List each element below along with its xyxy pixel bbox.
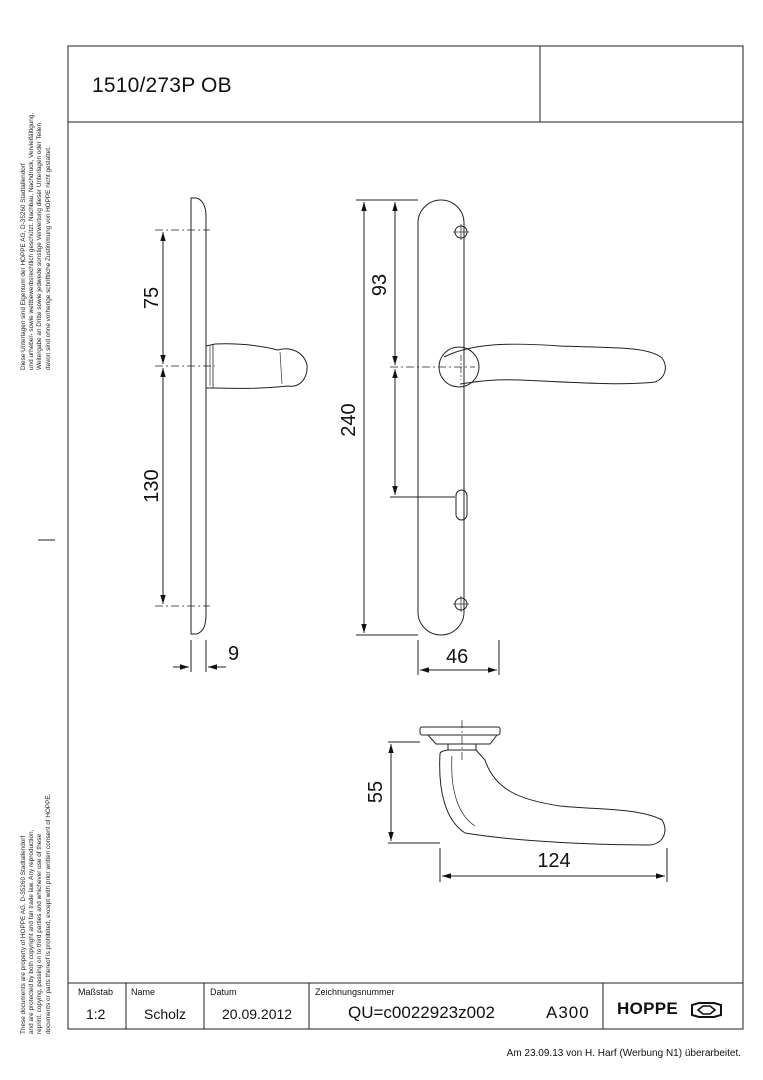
front-view [356, 200, 665, 675]
name-label: Name [131, 987, 156, 997]
drawing-number-value: QU=c0022923z002 [348, 1003, 495, 1022]
hoppe-emblem-icon [692, 1003, 721, 1017]
copyright-de-line: Diese Unterlagen sind Eigentum der HOPPE AG, D-35260 Stadtallendorf [20, 163, 27, 370]
date-value: 20.09.2012 [222, 1006, 293, 1022]
hoppe-logo [617, 999, 721, 1018]
copyright-de-line: und urheber- sowie wettbewerbsrechtlich geschützt. Nachbau, Nachdruck, Vervielfältigung, [28, 112, 36, 370]
front-handle-lever [444, 344, 665, 384]
top-screw [453, 224, 469, 240]
top-handle-profile [440, 750, 665, 845]
side-view [155, 198, 307, 672]
dim-top-length: 124 [537, 850, 571, 872]
scale-value: 1:2 [86, 1006, 106, 1022]
format-value: A300 [546, 1003, 590, 1022]
drawing-number-label: Zeichnungsnummer [315, 987, 395, 997]
copyright-en-line: reprint, copying, passing on to third parties and whichever use of these [36, 833, 44, 1034]
hoppe-wordmark: HOPPE [617, 999, 679, 1018]
dim-side-upper: 75 [141, 286, 163, 310]
dim-side-lower: 130 [141, 469, 163, 503]
copyright-en-line: documents or parts thereof is prohibited, except with prior written consent of HOPPE. [44, 793, 52, 1034]
bottom-screw [453, 596, 469, 612]
top-view [388, 720, 667, 882]
copyright-en-line: and are protected by both copyright and fair trade law. Any reproduction, [28, 829, 36, 1034]
copyright-de-line: davon sind ohne vorherige schriftliche Zustimmung von HOPPE nicht gestattet. [44, 146, 52, 370]
date-label: Datum [210, 987, 237, 997]
sheet-frame [68, 46, 743, 1029]
copyright-de-line: Weitergabe an Dritte sowie jedwede sonstige Verwertung dieser Unterlagen oder Teilen [36, 122, 44, 370]
copyright-en-line: These documents are property of HOPPE AG, D-35260 Stadtallendorf [20, 835, 27, 1034]
revision-note: Am 23.09.13 von H. Harf (Werbung N1) überarbeitet. [506, 1048, 741, 1059]
top-rose [420, 727, 500, 735]
dim-front-total: 240 [338, 403, 360, 437]
drawing-title: 1510/273P OB [92, 74, 232, 97]
name-value: Scholz [144, 1006, 187, 1022]
front-backplate [418, 200, 464, 635]
scale-label: Maßstab [78, 987, 114, 997]
dim-front-upper: 93 [369, 273, 391, 297]
keyhole [456, 490, 467, 520]
dim-side-thickness: 9 [228, 643, 240, 665]
side-handle-profile [206, 344, 307, 389]
side-backplate [191, 198, 206, 634]
dim-top-height: 55 [365, 780, 387, 804]
dim-front-width: 46 [446, 646, 469, 668]
